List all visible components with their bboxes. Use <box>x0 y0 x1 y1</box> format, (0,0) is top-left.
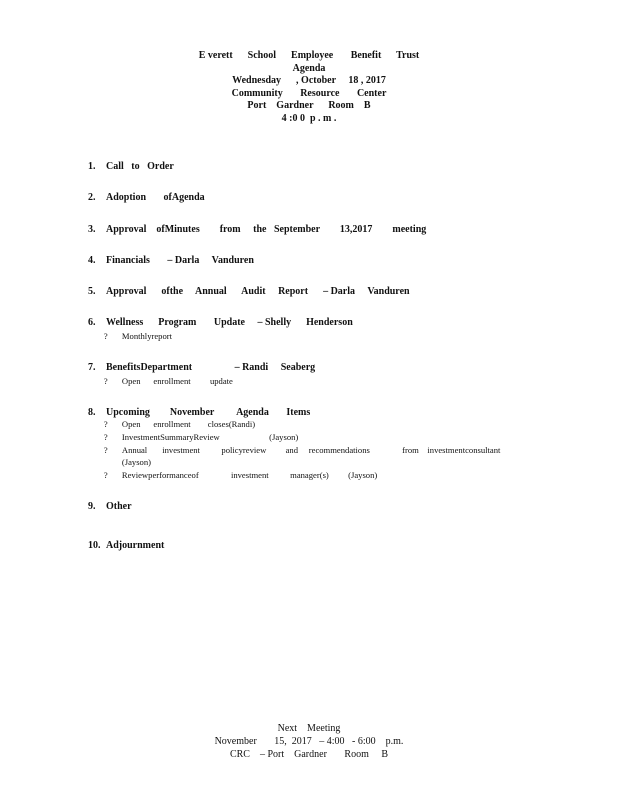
sub-item: ? Monthlyreport <box>103 331 173 341</box>
bullet-icon: ? <box>103 445 108 455</box>
agenda-item-5 <box>73 275 410 308</box>
item-number: 8. <box>88 407 96 418</box>
sub-item: ? InvestmentSummaryReview (Jayson) <box>103 432 299 442</box>
item-label: Adoption ofAgenda <box>106 192 205 203</box>
item-number: 6. <box>88 317 96 328</box>
meeting-date: Wednesday , October 18 , 2017 <box>232 75 386 87</box>
item-number: 9. <box>88 501 96 512</box>
item-number: 5. <box>88 286 96 297</box>
sub-item-continuation: (Jayson) <box>121 457 152 467</box>
sub-item: ? Open enrollment closes(Randi) <box>103 419 256 429</box>
item-number: 1. <box>88 161 96 172</box>
agenda-item-10 <box>73 529 164 562</box>
agenda-item-1 <box>73 150 174 183</box>
bullet-icon: ? <box>103 419 108 429</box>
sub-item: ? Reviewperformanceof investment manager(s) (Jayson) <box>103 470 378 480</box>
item-number: 7. <box>88 362 96 373</box>
agenda-item-2 <box>73 181 205 214</box>
item-label: Approval ofMinutes from the September 13,2017 meeting <box>106 224 427 235</box>
agenda-header <box>0 50 618 126</box>
agenda-item-3 <box>73 213 426 246</box>
meeting-location: Community Resource Center <box>231 87 387 99</box>
sub-item: ? Annual investment policyreview and recommendations from investmentconsultant <box>103 445 501 455</box>
bullet-icon: ? <box>103 432 108 442</box>
item-label: Wellness Program Update – Shelly Henderson <box>106 317 353 328</box>
next-meeting-date: November 15, 2017 – 4:00 - 6:00 p.m. <box>214 736 404 747</box>
organization-name: E verett School Employee Benefit Trust <box>198 50 420 61</box>
item-label: Financials – Darla Vanduren <box>106 255 254 266</box>
document-title: Agenda <box>292 62 326 74</box>
agenda-item-4 <box>73 244 254 277</box>
item-label: BenefitsDepartment – Randi Seaberg <box>106 362 316 373</box>
item-number: 4. <box>88 255 96 266</box>
meeting-room: Port Gardner Room B <box>247 100 371 112</box>
bullet-icon: ? <box>103 331 108 341</box>
sub-item: ? Open enrollment update <box>103 376 233 386</box>
item-label: Approval ofthe Annual Audit Report – Darla Vanduren <box>106 286 410 297</box>
bullet-icon: ? <box>103 470 108 480</box>
item-number: 10. <box>88 540 101 551</box>
next-meeting <box>0 722 618 761</box>
item-label: Upcoming November Agenda Items <box>106 407 311 418</box>
item-label: Other <box>106 501 132 512</box>
item-label: Adjournment <box>106 540 165 551</box>
bullet-icon: ? <box>103 376 108 386</box>
item-label: Call to Order <box>106 161 174 172</box>
next-meeting-title: Next Meeting <box>277 723 341 734</box>
meeting-time: 4 :0 0 p . m . <box>281 112 337 124</box>
item-number: 3. <box>88 224 96 235</box>
agenda-item-9 <box>73 490 132 523</box>
next-meeting-location: CRC – Port Gardner Room B <box>229 749 389 760</box>
item-number: 2. <box>88 192 96 203</box>
